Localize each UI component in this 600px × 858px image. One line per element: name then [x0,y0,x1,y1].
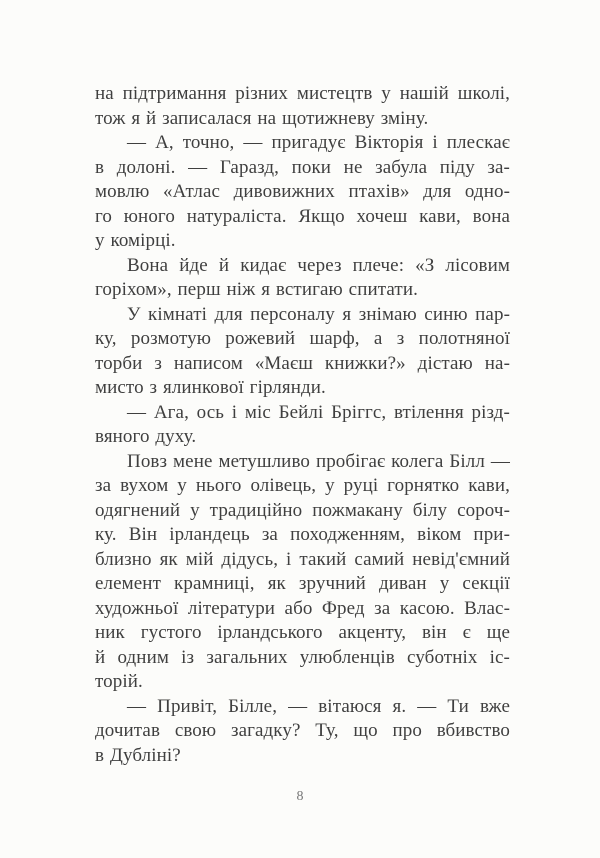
text-line: У кімнаті для персоналу я знімаю синю пар- [127,303,510,325]
text-line: близно як мій дідусь, і такий самий невід'ємний [95,548,510,570]
text-line: — А, точно, — пригадує Вікторія і плескає [127,132,510,153]
text-line: ку. Він ірландець за походженням, віком при- [95,524,510,545]
text-line: го юного натураліста. Якщо хочеш кави, вона [95,205,510,227]
page-text [95,82,510,768]
text-line: торій. [95,671,143,692]
text-line: тож я й записалася на щотижневу зміну. [95,107,429,129]
text-line: — Ага, ось і міс Бейлі Бріггс, втілення різд- [127,401,510,423]
text-line: на підтримання різних мистецтв у нашій школі, [95,83,510,104]
text-line: у комірці. [95,230,176,251]
text-line: в Дубліні? [95,744,181,766]
text-line: дочитав свою загадку? Ту, що про вбивство [95,720,510,741]
text-line: мовлю «Атлас дивовижних птахів» для одно- [95,181,510,202]
text-line: мисто з ялинкової гірлянди. [95,377,326,398]
text-line: художньої літератури або Фред за касою. Влас- [95,597,510,619]
text-line: вяного духу. [95,426,197,447]
text-line: елемент крамниці, як зручний диван у секції [95,573,510,594]
text-line: одягнений у традиційно пожмакану білу сороч- [95,499,510,521]
text-line: й одним із загальних улюбленців суботніх іс- [95,646,510,668]
text-line: Повз мене метушливо пробігає колега Білл — [127,450,510,472]
text-line: в долоні. — Гаразд, поки не забула піду за- [95,156,510,178]
page-number: 8 [296,789,304,804]
text-line: — Привіт, Білле, — вітаюся я. — Ти вже [127,695,510,717]
text-line: торби з написом «Маєш книжки?» дістаю на- [95,352,510,374]
text-line: Вона йде й кидає через плече: «З лісовим [127,254,510,276]
text-line: ник густого ірландського акценту, він є ще [95,622,510,643]
text-line: горіхом», перш ніж я встигаю спитати. [95,279,418,300]
text-line: за вухом у нього олівець, у руці горнятко кави, [95,475,510,496]
text-line: ку, розмотую рожевий шарф, а з полотняної [95,328,510,349]
